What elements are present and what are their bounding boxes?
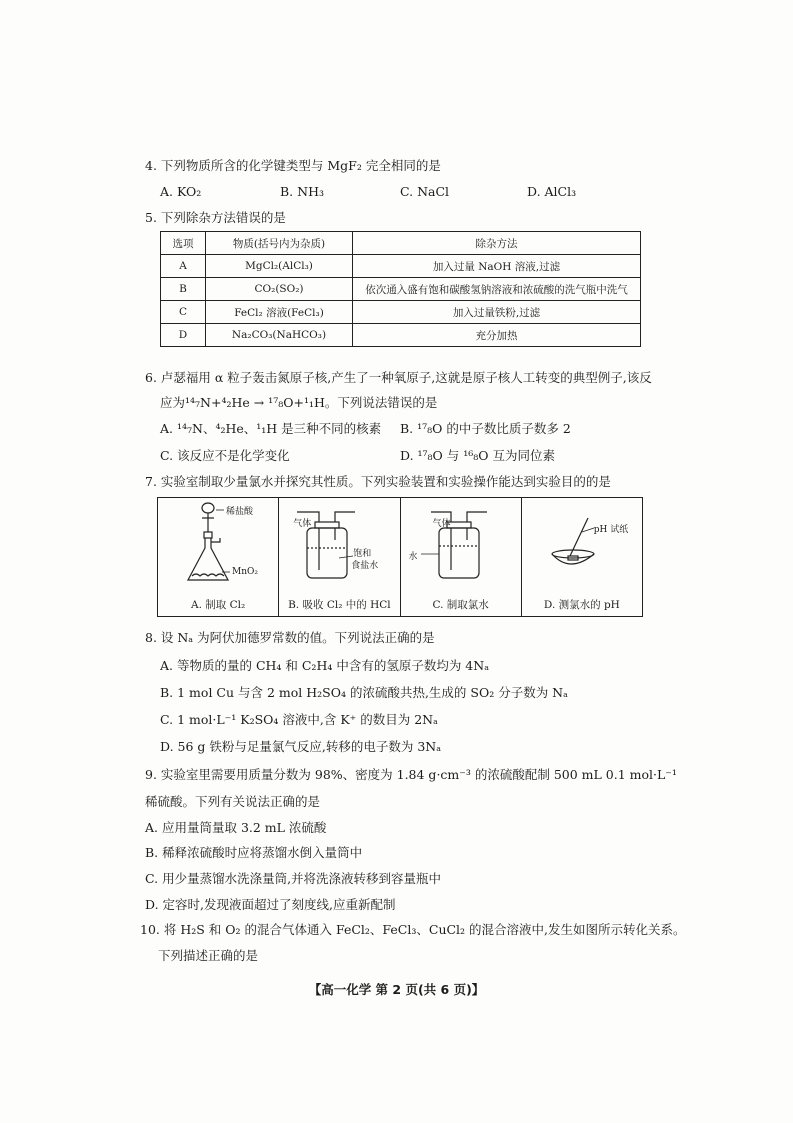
chlorine-water-bottle-figure	[401, 498, 521, 594]
table-cell: FeCl₂ 溶液(FeCl₃)	[206, 301, 353, 324]
flask-apparatus-figure	[158, 498, 278, 594]
q7-cell-b	[279, 498, 400, 616]
q7-cell-a	[158, 498, 279, 616]
q7-cell-d	[522, 498, 642, 616]
table-header-cell: 除杂方法	[475, 237, 518, 250]
label-ph-paper: pH 试纸	[593, 525, 629, 535]
q9-option-c: C. 用少量蒸馏水洗涤量筒,并将洗涤液转移到容量瓶中	[145, 871, 442, 886]
q7-apparatus-table	[157, 497, 643, 617]
q9-stem-line1: 9. 实验室里需要用质量分数为 98%、密度为 1.84 g·cm⁻³ 的浓硫酸配制 500 mL 0.1 mol·L⁻¹	[145, 767, 677, 782]
table-cell: 加入过量铁粉,过滤	[353, 301, 641, 324]
q5-table	[160, 231, 641, 347]
table-cell: MgCl₂(AlCl₃)	[206, 255, 353, 278]
q7-caption-a: A. 制取 Cl₂	[191, 599, 246, 611]
q7-caption-b: B. 吸收 Cl₂ 中的 HCl	[288, 599, 391, 611]
q9-option-a: A. 应用量筒量取 3.2 mL 浓硫酸	[145, 820, 327, 835]
q6-option-b: B. ¹⁷₈O 的中子数比质子数多 2	[400, 421, 571, 436]
q10-stem-line1: 10. 将 H₂S 和 O₂ 的混合气体通入 FeCl₂、FeCl₃、CuCl₂ 的混合溶液中,发生如图所示转化关系。	[140, 922, 686, 937]
gas-washing-bottle-figure	[279, 498, 399, 594]
table-row	[161, 278, 641, 301]
table-cell: B	[161, 278, 206, 301]
table-cell: 充分加热	[353, 324, 641, 347]
q6-stem-line2: 应为¹⁴₇N+⁴₂He → ¹⁷₈O+¹₁H。下列说法错误的是	[160, 395, 438, 410]
q7-cell-c	[401, 498, 522, 616]
q4-option-d: D. AlCl₃	[527, 184, 577, 199]
label-water: 水	[408, 552, 418, 562]
table-row	[161, 324, 641, 347]
table-cell: A	[161, 255, 206, 278]
q8-option-b: B. 1 mol Cu 与含 2 mol H₂SO₄ 的浓硫酸共热,生成的 SO₂ 分子数为 Nₐ	[160, 685, 568, 700]
table-header-cell: 选项	[161, 232, 206, 255]
q4-stem: 4. 下列物质所含的化学键类型与 MgF₂ 完全相同的是	[145, 158, 441, 173]
q8-option-d: D. 56 g 铁粉与足量氯气反应,转移的电子数为 3Nₐ	[160, 739, 442, 754]
label-saturated: 饱和	[353, 549, 372, 559]
q10-stem-line2: 下列描述正确的是	[158, 948, 259, 963]
q9-stem-line2: 稀硫酸。下列有关说法正确的是	[145, 794, 321, 809]
page-footer: 【高一化学 第 2 页(共 6 页)】	[308, 982, 485, 997]
q4-option-b: B. NH₃	[280, 184, 324, 199]
table-cell: D	[161, 324, 206, 347]
q7-stem: 7. 实验室制取少量氯水并探究其性质。下列实验装置和实验操作能达到实验目的的是	[145, 474, 611, 489]
q6-option-d: D. ¹⁷₈O 与 ¹⁶₈O 互为同位素	[400, 448, 556, 463]
q4-option-c: C. NaCl	[400, 184, 450, 199]
table-header-cell: 物质(括号内为杂质)	[206, 232, 353, 255]
label-dilute-hcl: 稀盐酸	[226, 507, 254, 517]
q8-option-a: A. 等物质的量的 CH₄ 和 C₂H₄ 中含有的氢原子数均为 4Nₐ	[160, 658, 490, 673]
label-mno2: MnO₂	[232, 567, 258, 577]
q7-caption-c: C. 制取氯水	[432, 599, 489, 611]
label-brine: 食盐水	[351, 561, 379, 571]
q8-stem: 8. 设 Nₐ 为阿伏加德罗常数的值。下列说法正确的是	[145, 630, 435, 645]
table-cell: C	[161, 301, 206, 324]
label-gas-c: 气体	[432, 519, 451, 529]
q4-option-a: A. KO₂	[160, 184, 202, 199]
q9-option-d: D. 定容时,发现液面超过了刻度线,应重新配制	[145, 897, 396, 912]
q7-caption-d: D. 测氯水的 pH	[543, 599, 620, 611]
q5-stem: 5. 下列除杂方法错误的是	[145, 210, 286, 225]
ph-test-figure	[522, 498, 642, 594]
q6-stem-line1: 6. 卢瑟福用 α 粒子轰击氮原子核,产生了一种氧原子,这就是原子核人工转变的典型例子,该反	[145, 370, 652, 385]
q6-option-c: C. 该反应不是化学变化	[160, 448, 290, 463]
q6-option-a: A. ¹⁴₇N、⁴₂He、¹₁H 是三种不同的核素	[160, 421, 382, 436]
table-cell: Na₂CO₃(NaHCO₃)	[206, 324, 353, 347]
table-row	[161, 255, 641, 278]
table-cell: CO₂(SO₂)	[206, 278, 353, 301]
label-gas-b: 气体	[293, 519, 312, 529]
table-header-row	[161, 232, 641, 255]
q8-option-c: C. 1 mol·L⁻¹ K₂SO₄ 溶液中,含 K⁺ 的数目为 2Nₐ	[160, 712, 438, 727]
table-row	[161, 301, 641, 324]
q9-option-b: B. 稀释浓硫酸时应将蒸馏水倒入量筒中	[145, 845, 363, 860]
table-cell: 依次通入盛有饱和碳酸氢钠溶液和浓硫酸的洗气瓶中洗气	[353, 278, 641, 301]
table-cell: 加入过量 NaOH 溶液,过滤	[353, 255, 641, 278]
